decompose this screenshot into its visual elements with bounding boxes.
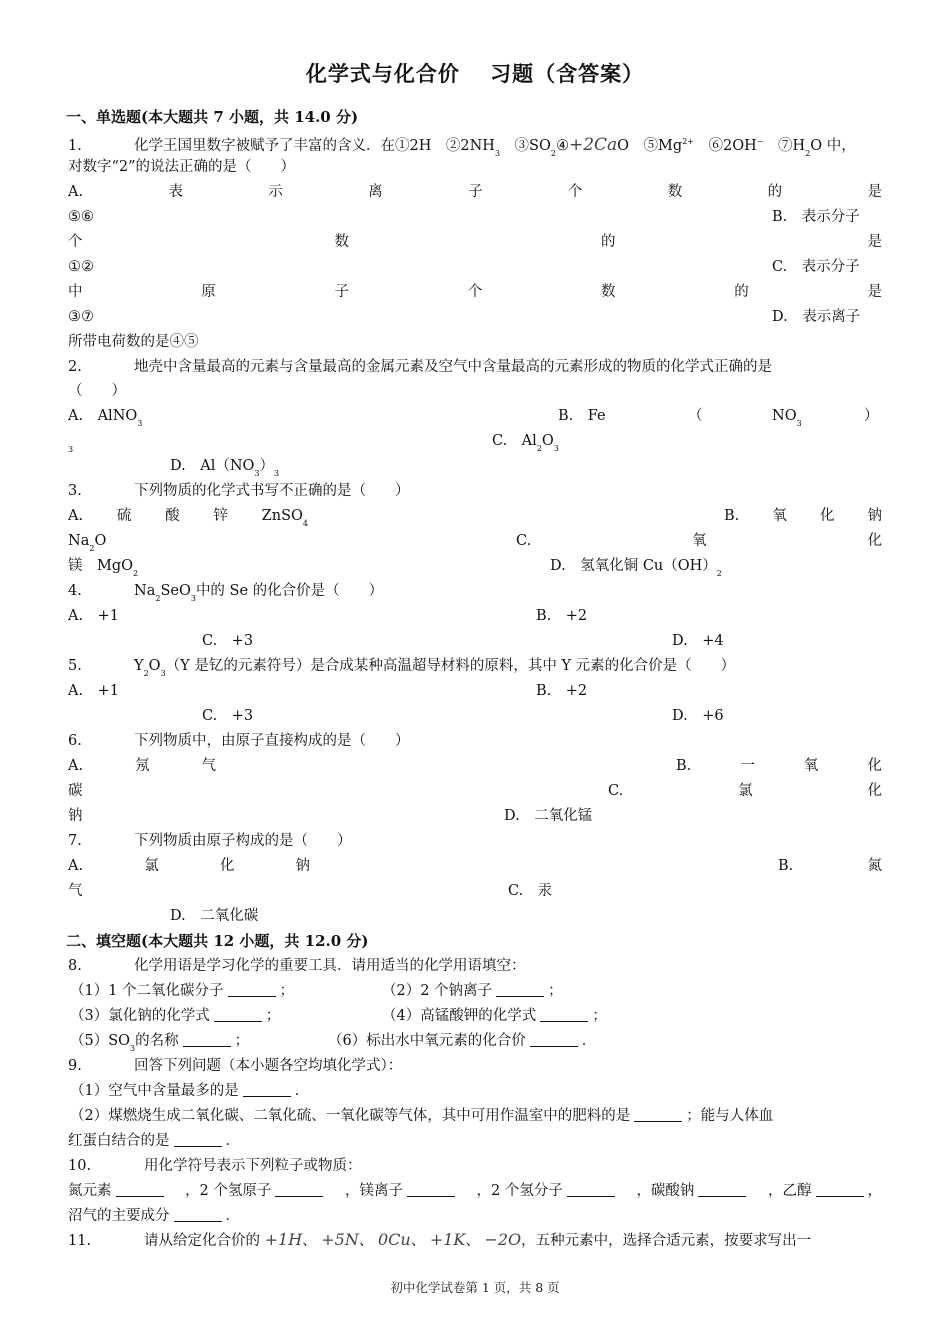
question-1-option-a[interactable]: A. 表 示 离 子 个 数 的 是 [68, 184, 882, 200]
question-2-option-b[interactable]: B. Fe [558, 408, 606, 424]
answer-blank[interactable] [116, 1182, 164, 1197]
question-8-part-3: （3）氯化钠的化学式 ； [70, 1008, 281, 1024]
question-7-option-b-end: 气 [68, 883, 83, 899]
question-5-stem: 5. $Y_2O_3(Y$ 是钇的元素符号）是合成某种高温超导材料的原料，其中 Y 元素的化合价是（ ） [68, 658, 736, 678]
question-2-option-b-paren-right: ） [864, 408, 879, 424]
question-4-option-a[interactable]: A. +1 [68, 608, 119, 624]
question-3-option-c[interactable]: C. 氧 化 [516, 533, 882, 549]
question-5-option-b[interactable]: B. +2 [536, 683, 588, 699]
question-6-option-c[interactable]: C. 氯 化 [608, 783, 882, 799]
section-heading-single-choice: 一、单选题(本大题共 7 小题，共 14.0 分) [66, 108, 359, 126]
answer-blank[interactable] [540, 1007, 588, 1022]
question-8-part-4: （4）高锰酸钾的化学式 ； [382, 1008, 607, 1024]
question-3-option-d[interactable]: D. 氢氧化铜 $Cu(OH)_2$ [550, 558, 722, 578]
question-2-stem-line2: （ ） [68, 383, 126, 399]
answer-blank[interactable] [567, 1182, 615, 1197]
question-3-option-a[interactable]: A. 硫 酸 锌 ZnSO$_4$ [68, 508, 308, 528]
answer-blank[interactable] [407, 1182, 455, 1197]
question-1-option-a-end: ⑤⑥ [68, 209, 94, 225]
page-footer: 初中化学试卷第 1 页，共 8 页 [390, 1280, 560, 1295]
answer-blank[interactable] [698, 1182, 746, 1197]
question-1-option-d-end: 所带电荷数的是④⑤ [68, 334, 199, 350]
answer-blank[interactable] [228, 982, 276, 997]
answer-blank[interactable] [275, 1182, 323, 1197]
question-9-stem: 9. 回答下列问题（本小题各空均填化学式）： [68, 1058, 403, 1074]
question-7-option-a[interactable]: A. 氯 化 钠 [68, 858, 310, 874]
question-3-stem: 3. 下列物质的化学式书写不正确的是（ ） [68, 483, 410, 499]
question-10-line2: 沼气的主要成分 ． [68, 1208, 240, 1224]
question-1-option-c[interactable]: 中 原 子 个 数 的 是 [68, 284, 882, 300]
question-5-option-a[interactable]: A. +1 [68, 683, 119, 699]
answer-blank[interactable] [530, 1032, 578, 1047]
question-7-option-c[interactable]: C. 汞 [508, 883, 553, 899]
question-8-part-5: $(5)SO_3$的名称 ； [70, 1033, 250, 1053]
question-8-part-1: （1）1 个二氧化碳分子 ； [70, 983, 295, 999]
question-2-stem: 2. 地壳中含量最高的元素与含量最高的金属元素及空气中含量最高的元素形成的物质的化学式正确的是 [68, 359, 772, 375]
question-5-option-c[interactable]: C. +3 [202, 708, 254, 724]
question-5-option-d[interactable]: D. +6 [672, 708, 724, 724]
question-1-option-b-head[interactable]: B. 表示分子 [772, 209, 860, 225]
question-6-option-d[interactable]: D. 二氧化锰 [504, 808, 593, 824]
question-1-option-c-end: ③⑦ [68, 309, 94, 325]
question-7-option-d[interactable]: D. 二氧化碳 [170, 908, 259, 924]
question-8-stem: 8. 化学用语是学习化学的重要工具．请用适当的化学用语填空： [68, 958, 526, 974]
question-11-stem: 11. 请从给定化合价的 +1H、 +5N、 0Cu、 +1K、 −2O，五种元素中，选择合适元素，按要求写出一 [68, 1230, 812, 1249]
answer-blank[interactable] [183, 1032, 231, 1047]
question-7-option-b[interactable]: B. 氮 [778, 858, 882, 874]
question-2-option-a[interactable]: A. AlNO$_3$ [68, 408, 143, 428]
question-2-option-c[interactable]: C. $Al_2O_3$ [492, 433, 559, 453]
question-3-option-b-formula: $Na_2O$ [68, 533, 107, 553]
question-7-stem: 7. 下列物质由原子构成的是（ ） [68, 833, 352, 849]
question-10-stem: 10. 用化学符号表示下列粒子或物质： [68, 1158, 362, 1174]
question-3-option-c-end: 镁 MgO$_2$ [68, 558, 139, 578]
answer-blank[interactable] [214, 1007, 262, 1022]
answer-blank[interactable] [174, 1207, 222, 1222]
question-6-option-b[interactable]: B. 一 氧 化 [676, 758, 882, 774]
question-2-option-b-subscript: 3 [68, 445, 74, 454]
question-8-part-6: （6）标出水中氧元素的化合价 ． [328, 1033, 597, 1049]
question-3-option-b[interactable]: B. 氧 化 钠 [724, 508, 882, 524]
question-9-part-1: （1）空气中含量最多的是 ． [70, 1083, 310, 1099]
question-9-part-2: （2）煤燃烧生成二氧化碳、二氧化硫、一氧化碳等气体，其中可用作温室中的肥料的是 ；能与人体血 [70, 1108, 774, 1124]
question-6-option-b-end: 碳 [68, 783, 83, 799]
question-4-stem: 4. $Na_2SeO_3$中的 Se 的化合价是（ ） [68, 583, 384, 603]
answer-blank[interactable] [496, 982, 544, 997]
question-9-part-2-cont: 红蛋白结合的是 ． [68, 1133, 240, 1149]
answer-blank[interactable] [634, 1107, 682, 1122]
answer-blank[interactable] [243, 1082, 291, 1097]
question-2-option-d[interactable]: D. $Al(NO_3)_3$ [170, 458, 280, 478]
answer-blank[interactable] [816, 1182, 864, 1197]
question-1-stem: 1. 化学王国里数字被赋予了丰富的含义．在①2H $②2NH_3$ $③SO_2④+2CaO$ $⑤Mg^{2+}$ ⑥2OH− $⑦H_2O$ 中， [68, 135, 856, 158]
section-heading-fill-in: 二、填空题(本大题共 12 小题，共 12.0 分) [66, 932, 369, 950]
question-6-option-c-end: 钠 [68, 808, 83, 824]
answer-blank[interactable] [174, 1132, 222, 1147]
question-2-option-b-paren-left: （ [688, 408, 703, 424]
question-6-option-a[interactable]: A. 氖 气 [68, 758, 216, 774]
question-4-option-c[interactable]: C. +3 [202, 633, 254, 649]
question-1-option-b-end: ①② [68, 259, 94, 275]
question-4-option-b[interactable]: B. +2 [536, 608, 588, 624]
page-title: 化学式与化合价 习题（含答案） [305, 61, 645, 86]
question-6-stem: 6. 下列物质中，由原子直接构成的是（ ） [68, 733, 410, 749]
question-8-part-2: （2）2 个钠离子 ； [382, 983, 563, 999]
question-1-option-c-head[interactable]: C. 表示分子 [772, 259, 860, 275]
question-1-option-b[interactable]: 个 数 的 是 [68, 234, 882, 250]
question-10-items: 氮元素 ，2 个氢原子 ，镁离子 ，2 个氢分子 ，碳酸钠 ，乙醇 ， [68, 1183, 882, 1199]
question-2-option-b-formula: $NO_3$ [772, 408, 802, 428]
question-1-stem-line2: 对数字“2”的说法正确的是（ ） [68, 159, 296, 175]
question-4-option-d[interactable]: D. +4 [672, 633, 724, 649]
question-1-option-d-head[interactable]: D. 表示离子 [772, 309, 861, 325]
